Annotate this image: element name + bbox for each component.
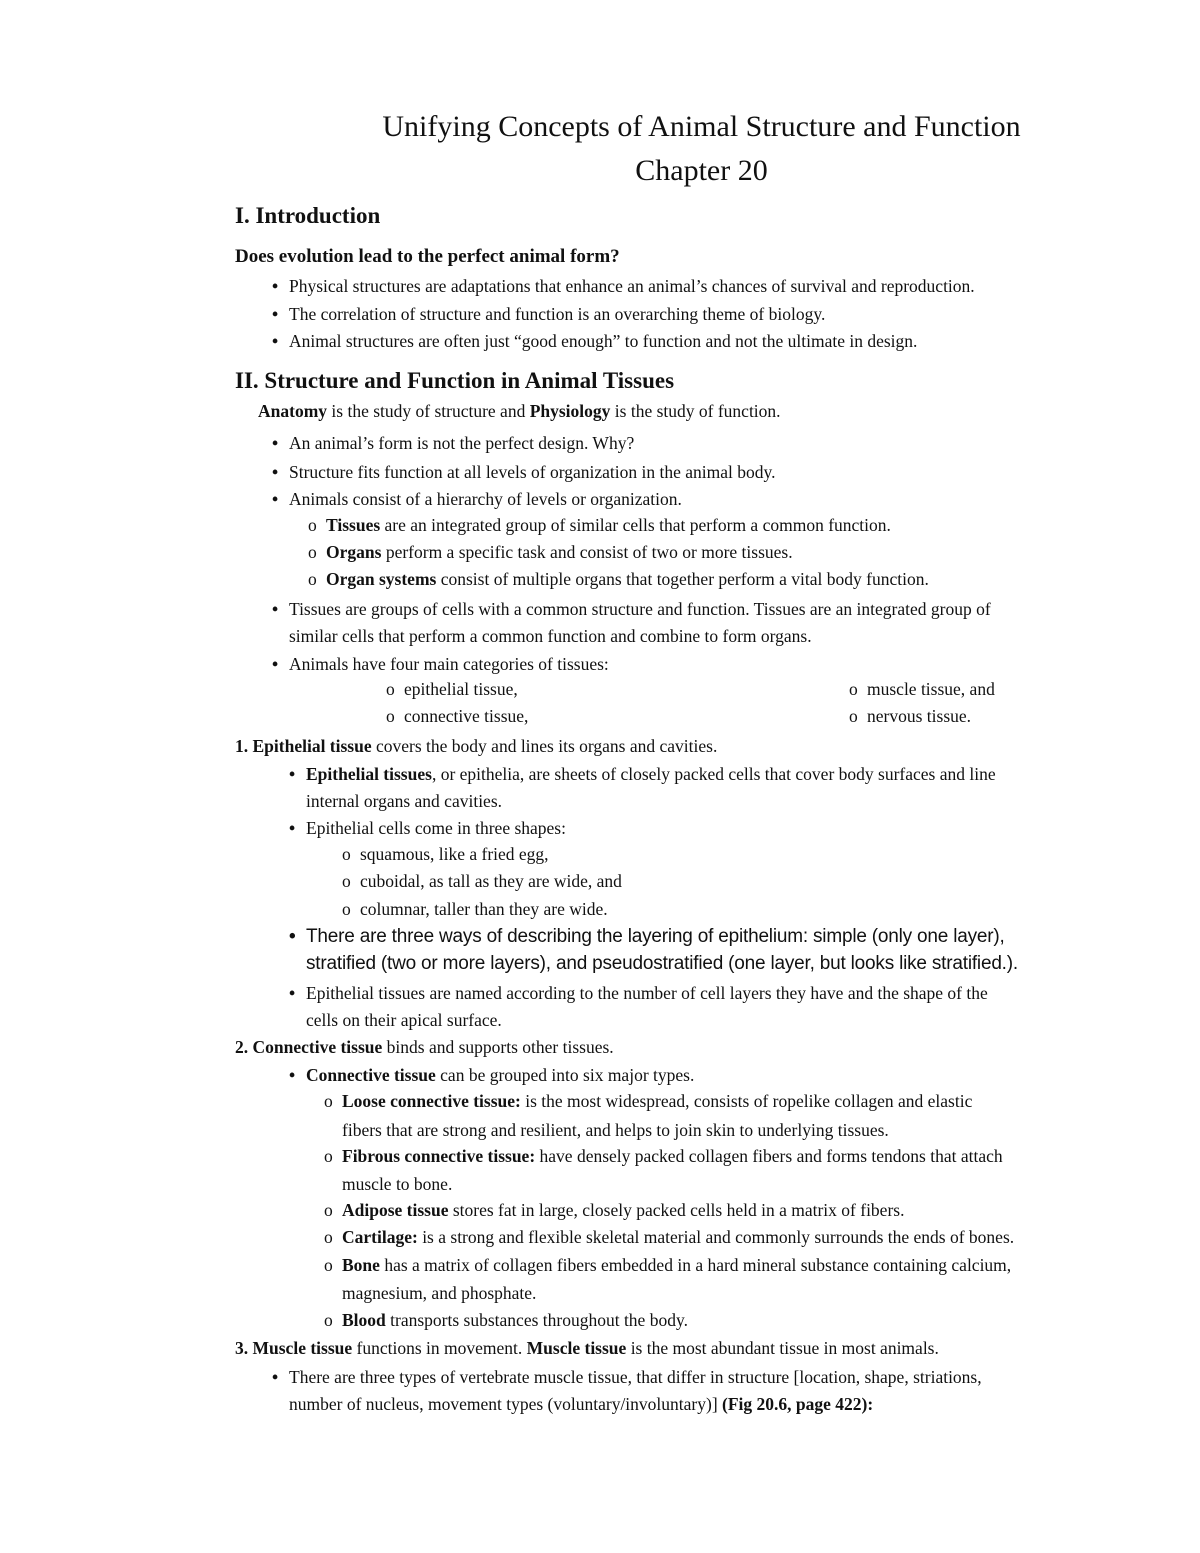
epithelial-bullet-continuation: stratified (two or more layers), and pseudostratified (one layer, but looks like stratified.). [306,953,1018,974]
connective-bullet: • Connective tissue can be grouped into six major types. [306,1064,694,1086]
cell-shape-item: o cuboidal, as tall as they are wide, and [360,870,622,892]
section2-bullet: • An animal’s form is not the perfect design. Why? [289,432,634,454]
tissue-category-item: o connective tissue, [404,705,528,727]
intro-question: Does evolution lead to the perfect animal form? [235,246,620,267]
epithelial-bullet: • There are three ways of describing the layering of epithelium: simple (only one layer), [306,926,1005,948]
connective-type-continuation: muscle to bone. [342,1174,453,1194]
epithelial-bullet: • Epithelial tissues are named according to the number of cell layers they have and the shape of the [306,982,988,1004]
connective-type-item: o Adipose tissue stores fat in large, closely packed cells held in a matrix of fibers. [342,1199,904,1221]
tissue-category-item: o nervous tissue. [867,705,971,727]
connective-type-item: o Blood transports substances throughout the body. [342,1309,688,1331]
intro-bullet: • The correlation of structure and function is an overarching theme of biology. [289,303,825,325]
document-title: Unifying Concepts of Animal Structure and Function [382,110,1021,143]
figure-reference: (Fig 20.6, page 422): [722,1394,874,1414]
connective-tissue-heading: 2. Connective tissue binds and supports other tissues. [235,1037,614,1057]
intro-bullet: • Physical structures are adaptations that enhance an animal’s chances of survival and reproduction. [289,275,975,297]
intro-bullet: • Animal structures are often just “good enough” to function and not the ultimate in design. [289,330,917,352]
connective-type-continuation: magnesium, and phosphate. [342,1283,537,1303]
chapter-heading: Chapter 20 [635,154,768,187]
tissue-category-item: o epithelial tissue, [404,678,518,700]
section2-bullet: • Animals have four main categories of tissues: [289,653,609,675]
organization-level-item: o Organ systems consist of multiple organs that together perform a vital body function. [326,568,929,590]
cell-shape-item: o squamous, like a fried egg, [360,843,549,865]
epithelial-bullet-continuation: internal organs and cavities. [306,791,503,811]
connective-type-item: o Loose connective tissue: is the most widespread, consists of ropelike collagen and elastic [342,1090,972,1112]
section2-bullet: • Animals consist of a hierarchy of levels or organization. [289,488,682,510]
section-heading-introduction: I. Introduction [235,203,381,228]
epithelial-tissue-heading: 1. Epithelial tissue covers the body and lines its organs and cavities. [235,736,718,756]
muscle-tissue-heading: 3. Muscle tissue functions in movement. Muscle tissue is the most abundant tissue in most animals. [235,1338,939,1358]
muscle-bullet: • There are three types of vertebrate muscle tissue, that differ in structure [location, shape, striations, [289,1366,982,1388]
section-heading-structure-function: II. Structure and Function in Animal Tissues [235,368,675,393]
connective-type-item: o Bone has a matrix of collagen fibers embedded in a hard mineral substance containing calcium, [342,1254,1011,1276]
epithelial-bullet-continuation: cells on their apical surface. [306,1010,502,1030]
section2-bullet-continuation: similar cells that perform a common function and combine to form organs. [289,626,812,646]
section2-bullet: • Structure fits function at all levels of organization in the animal body. [289,461,775,483]
epithelial-bullet: • Epithelial cells come in three shapes: [306,817,566,839]
muscle-bullet-continuation: number of nucleus, movement types (voluntary/involuntary)] (Fig 20.6, page 422): [289,1394,874,1414]
tissue-category-item: o muscle tissue, and [867,678,995,700]
connective-type-item: o Cartilage: is a strong and flexible skeletal material and commonly surrounds the ends of bones. [342,1226,1014,1248]
cell-shape-item: o columnar, taller than they are wide. [360,898,608,920]
organization-level-item: o Organs perform a specific task and consist of two or more tissues. [326,541,793,563]
connective-type-item: o Fibrous connective tissue: have densely packed collagen fibers and forms tendons that attach [342,1145,1003,1167]
anatomy-physiology-definition: Anatomy is the study of structure and Physiology is the study of function. [258,401,781,421]
section2-bullet: • Tissues are groups of cells with a common structure and function. Tissues are an integrated group of [289,598,991,620]
epithelial-bullet: • Epithelial tissues, or epithelia, are sheets of closely packed cells that cover body surfaces and line [306,763,996,785]
connective-type-continuation: fibers that are strong and resilient, and helps to join skin to underlying tissues. [342,1120,889,1140]
organization-level-item: o Tissues are an integrated group of similar cells that perform a common function. [326,514,891,536]
